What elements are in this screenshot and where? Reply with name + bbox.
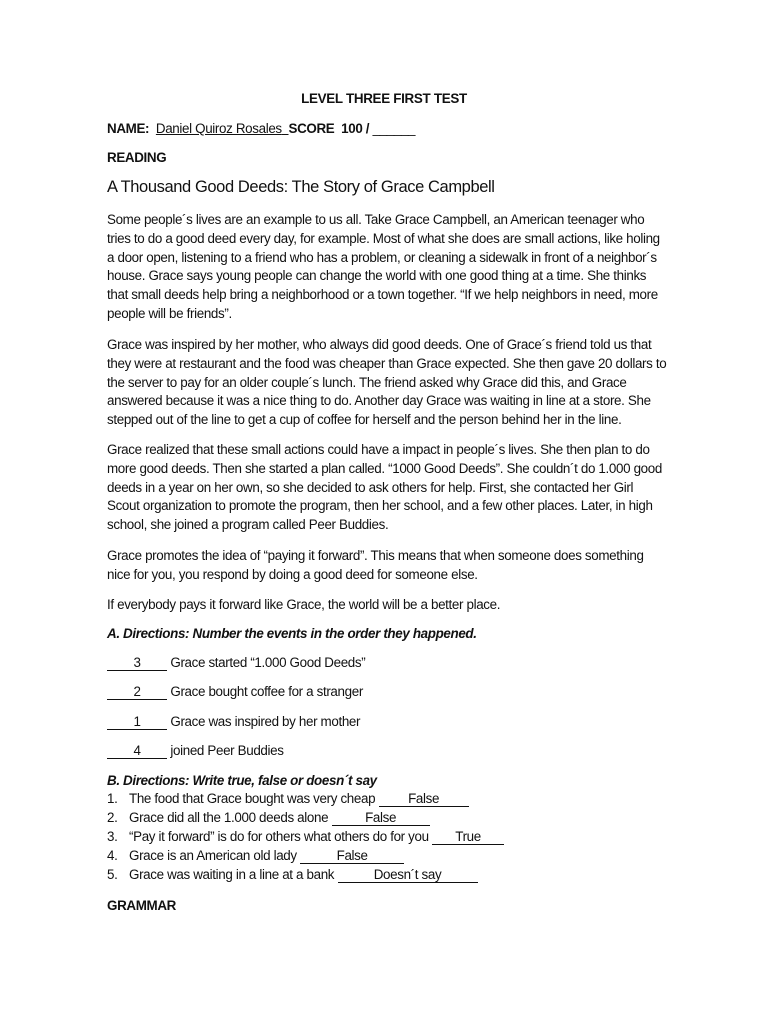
tf-text: Grace did all the 1.000 deeds alone <box>129 810 329 825</box>
tf-item <box>107 791 469 807</box>
tf-answer-field[interactable]: False <box>332 810 430 826</box>
name-score-line <box>107 120 667 139</box>
event-row <box>107 714 360 730</box>
paragraph-4: Grace promotes the idea of “paying it forward”. This means that when someone does something nice for you, you respond by doing a good deed for someone else. <box>107 548 644 582</box>
section-reading-heading: READING <box>107 150 167 165</box>
paragraph-1: Some people´s lives are an example to us all. Take Grace Campbell, an American teenager who tries to do a good deed every day, for example. Most of what she does are small actions, like holing a door open, listening to a friend who has a problem, or cleaning a sidewalk in front of a neighbor´s house. Grace says young people can change the world with one good thing at a time. She thinks that small deeds help bring a neighborhood or a town together. “If we help neighbors in need, more people will be friends”. <box>107 212 660 321</box>
event-text: Grace bought coffee for a stranger <box>170 684 363 699</box>
event-answer-field[interactable]: 3 <box>107 655 167 671</box>
tf-answer-field[interactable]: True <box>432 829 504 845</box>
tf-text: “Pay it forward” is do for others what others do for you <box>129 829 429 844</box>
event-answer-field[interactable]: 4 <box>107 743 167 759</box>
tf-answer-field[interactable]: False <box>300 848 404 864</box>
tf-answer-field[interactable]: False <box>379 791 469 807</box>
event-text: joined Peer Buddies <box>170 743 284 758</box>
tf-item <box>107 829 504 845</box>
article-title: A Thousand Good Deeds: The Story of Grace Campbell <box>107 178 495 196</box>
tf-number: 5. <box>107 867 118 882</box>
tf-number: 2. <box>107 810 118 825</box>
name-label: NAME: <box>107 121 150 136</box>
score-label: SCORE <box>288 121 335 136</box>
tf-number: 4. <box>107 848 118 863</box>
tf-answer-field[interactable]: Doesn´t say <box>338 867 478 883</box>
event-text: Grace started “1.000 Good Deeds” <box>170 655 366 670</box>
section-grammar-heading: GRAMMAR <box>107 898 176 913</box>
document-title: LEVEL THREE FIRST TEST <box>301 91 467 106</box>
score-blank: ______ <box>372 121 416 136</box>
event-text: Grace was inspired by her mother <box>170 714 361 729</box>
section-a-directions: A. Directions: Number the events in the order they happened. <box>107 626 477 641</box>
tf-text: The food that Grace bought was very cheap <box>129 791 376 806</box>
paragraph-3: Grace realized that these small actions could have a impact in people´s lives. She then plan to do more good deeds. Then she started a plan called. “1000 Good Deeds”. She couldn´t do 1.000 good deeds in a year on her own, so she decided to ask others for help. First, she contacted her Girl Scout organization to promote the program, then her school, and a few other places. Later, in high school, she joined a program called Peer Buddies. <box>107 442 662 533</box>
event-row <box>107 684 363 700</box>
tf-item <box>107 848 404 864</box>
tf-item <box>107 810 430 826</box>
event-answer-field[interactable]: 2 <box>107 684 167 700</box>
tf-number: 3. <box>107 829 118 844</box>
paragraph-5: If everybody pays it forward like Grace, the world will be a better place. <box>107 597 501 612</box>
tf-item <box>107 867 478 883</box>
score-value: 100 / <box>341 121 370 136</box>
section-b-directions: B. Directions: Write true, false or doesn´t say <box>107 773 377 788</box>
event-row <box>107 743 284 759</box>
paragraph-2: Grace was inspired by her mother, who always did good deeds. One of Grace´s friend told us that they were at restaurant and the food was cheaper than Grace expected. She then gave 20 dollars to the server to pay for an older couple´s lunch. The friend asked why Grace did this, and Grace answered because it was a nice thing to do. Another day Grace was waiting in line at a store. She stepped out of the line to get a cup of coffee for herself and the person behind her in the line. <box>107 337 667 428</box>
tf-text: Grace is an American old lady <box>129 848 297 863</box>
event-answer-field[interactable]: 1 <box>107 714 167 730</box>
tf-text: Grace was waiting in a line at a bank <box>129 867 335 882</box>
event-row <box>107 655 365 671</box>
name-value: Daniel Quiroz Rosales <box>155 121 282 136</box>
tf-number: 1. <box>107 791 118 806</box>
